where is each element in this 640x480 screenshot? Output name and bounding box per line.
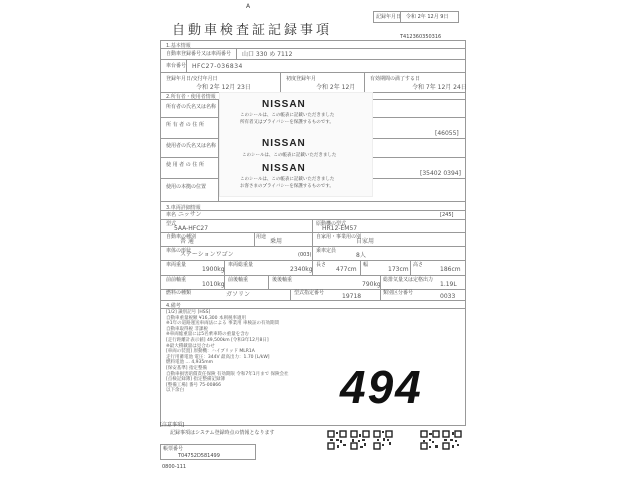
first-year-label: 初度登録年月 [286, 76, 317, 82]
weight-value: 1900kg [202, 266, 225, 273]
rear-axle-value: 790kg [362, 281, 381, 288]
doc-number-label: 帳票番号 [163, 446, 184, 452]
maker-value: ニッサン [178, 211, 202, 218]
seal-text-5: お客さまのプライバシーを保護するものです。 [240, 184, 334, 189]
remark-line: 自動車損害賠償責任保険 有効期限 令和7年1月まで 保険会社 [166, 371, 289, 377]
maker-code: [245] [440, 212, 454, 218]
first-reg-value: 令和 2年 12月 23日 [196, 84, 251, 91]
nissan-logo-2: NISSAN [262, 138, 306, 149]
user-address-label: 使 用 者 の 住 所 [166, 162, 204, 168]
mid-axle-label: 前後軸重 [228, 277, 249, 283]
section-vehicle: 3.車両詳細情報 [166, 205, 201, 211]
document-mark: A [246, 3, 251, 10]
remark-line: ※1年の道路運送車両法による 事業用 車検証の有効期間 [166, 321, 279, 327]
body-value: ステーションワゴン [180, 251, 234, 258]
capacity-value: 8人 [356, 252, 366, 259]
reg-value: 山口 330 め 7112 [242, 51, 293, 58]
remark-line: [保安基準] 指定整備 [166, 365, 207, 371]
expiry-value: 令和 7年 12月 24日 [412, 84, 467, 91]
engine-value: HR12-EM57 [322, 225, 358, 232]
user-address-code: [35402 0394] [420, 170, 461, 177]
nissan-logo-1: NISSAN [262, 99, 306, 110]
remark-line: [車両の装置] 原動機：ハイブリッド MLR1A [166, 349, 255, 355]
purpose-value: 乗用 [270, 238, 283, 245]
engine-label: 原動機の型式 [316, 221, 347, 227]
remark-line: 燃料電池 … 4,935mm [166, 360, 214, 366]
date-value: 令和 2年 12月 9日 [406, 14, 449, 20]
remark-line: [走行距離計表示値] 49,500km [令和3年12月8日] [166, 337, 269, 343]
length-value: 477cm [336, 266, 357, 273]
seal-text-1: このシールは、この帳表に記載いただきました [240, 113, 335, 118]
weight-label: 車両重量 [166, 262, 187, 268]
rear-axle-label: 後後軸重 [272, 277, 293, 283]
notes-text: 記録事項はシステム登録時点の情報となります [170, 430, 275, 436]
fuel-label: 燃料の種類 [166, 290, 192, 296]
use-label: 自家用・事業用の別 [316, 234, 362, 240]
first-reg-label: 登録年月日/交付年月日 [166, 76, 218, 82]
vin-label: 車台番号 [166, 63, 187, 69]
front-axle-label: 前前軸重 [166, 277, 187, 283]
remark-line: ※車両総重量には5名乗車時の重量を含む [166, 332, 250, 338]
base-location-label: 使用の本拠の位置 [166, 184, 207, 190]
kind-label: 自動車の種別 [166, 234, 197, 240]
notes-label: [注意事項] [160, 422, 184, 428]
owner-name-label: 所有者の氏名又は名称 [166, 104, 217, 110]
expiry-label: 有効期間の満了する日 [370, 76, 421, 82]
reg-label: 自動車登録番号又は車両番号 [166, 51, 232, 57]
front-axle-value: 1010kg [202, 281, 225, 288]
disp-value: 1.19L [440, 281, 457, 288]
remark-line: 自動車重量税額 ¥16,300 本則税率適用 [166, 315, 246, 321]
seal-text-2: 所有者又はプライバシーを保護するものです。 [240, 120, 334, 125]
remark-line: [整備工場] 番号 75-00866 [166, 382, 222, 388]
footer-code: 0800-111 [162, 464, 187, 470]
remark-line: ※最大積載量は見合わせ [166, 343, 215, 349]
remarks-block [166, 310, 289, 394]
qr-code-5 [442, 430, 462, 450]
remark-line: [点検記録簿] 指定整備記録簿 [166, 377, 225, 383]
seal-text-3: このシールは、この帳表に記載いただきました [242, 153, 337, 158]
height-label: 高さ [413, 262, 424, 268]
cert-label: 型式指定番号 [294, 290, 325, 296]
model-value: 5AA-HFC27 [174, 225, 209, 232]
nissan-logo-3: NISSAN [262, 163, 306, 174]
qr-code-2 [350, 430, 370, 450]
capacity-label: 乗車定員 [316, 248, 337, 254]
remark-line: 自動車取得税 非課税 [166, 326, 208, 332]
fuel-value: ガソリン [226, 291, 251, 298]
remark-line: [1/2] 識別記号 [HSS] [166, 310, 211, 315]
kind-value: 普 通 [180, 238, 194, 245]
page-title: 自動車検査証記録事項 [172, 23, 333, 38]
gross-label: 車両総重量 [228, 262, 254, 268]
body-label: 車体の形状 [166, 248, 192, 254]
seal-text-4: このシールは、この帳表に記載いただきました [240, 177, 335, 182]
width-value: 173cm [388, 266, 409, 273]
maker-label: 車名 [166, 212, 177, 218]
vin-value: HFC27-036834 [192, 63, 243, 70]
gross-value: 2340kg [290, 266, 313, 273]
owner-address-code: [46055] [435, 130, 459, 137]
section-remarks: 4.備考 [166, 303, 181, 309]
use-value: 自家用 [356, 238, 375, 245]
section-basic: 1.基本情報 [166, 43, 191, 49]
first-year-value: 令和 2年 12月 [316, 84, 356, 91]
qr-code-4 [420, 430, 440, 450]
remark-line: 走行用蓄電池 電圧：344V 最高出力：1.70 [L/kW] [166, 354, 270, 360]
height-value: 186cm [440, 266, 461, 273]
privacy-seal [220, 93, 372, 196]
class-value: 0033 [440, 293, 456, 300]
section-owner: 2.所有者・使用者情報 [166, 94, 216, 100]
cert-value: 19718 [342, 293, 362, 300]
qr-code-1 [327, 430, 347, 450]
class-label: 類別区分番号 [383, 290, 414, 296]
purpose-label: 用途 [256, 234, 267, 240]
serial-number: T412360350316 [400, 34, 442, 40]
date-label: 記録年月日 [376, 14, 402, 20]
width-label: 幅 [363, 262, 369, 268]
length-label: 長さ [316, 262, 327, 268]
body-code: (003) [298, 252, 312, 258]
handwritten-number: 494 [340, 361, 423, 413]
owner-address-label: 所 有 者 の 住 所 [166, 122, 204, 128]
disp-label: 総排気量又は定格出力 [383, 277, 434, 283]
model-label: 型式 [166, 221, 177, 227]
doc-number-value: T04752D581499 [178, 453, 220, 459]
user-name-label: 使用者の氏名又は名称 [166, 143, 217, 149]
remark-line: 以下余白 [166, 388, 184, 394]
qr-code-3 [373, 430, 393, 450]
